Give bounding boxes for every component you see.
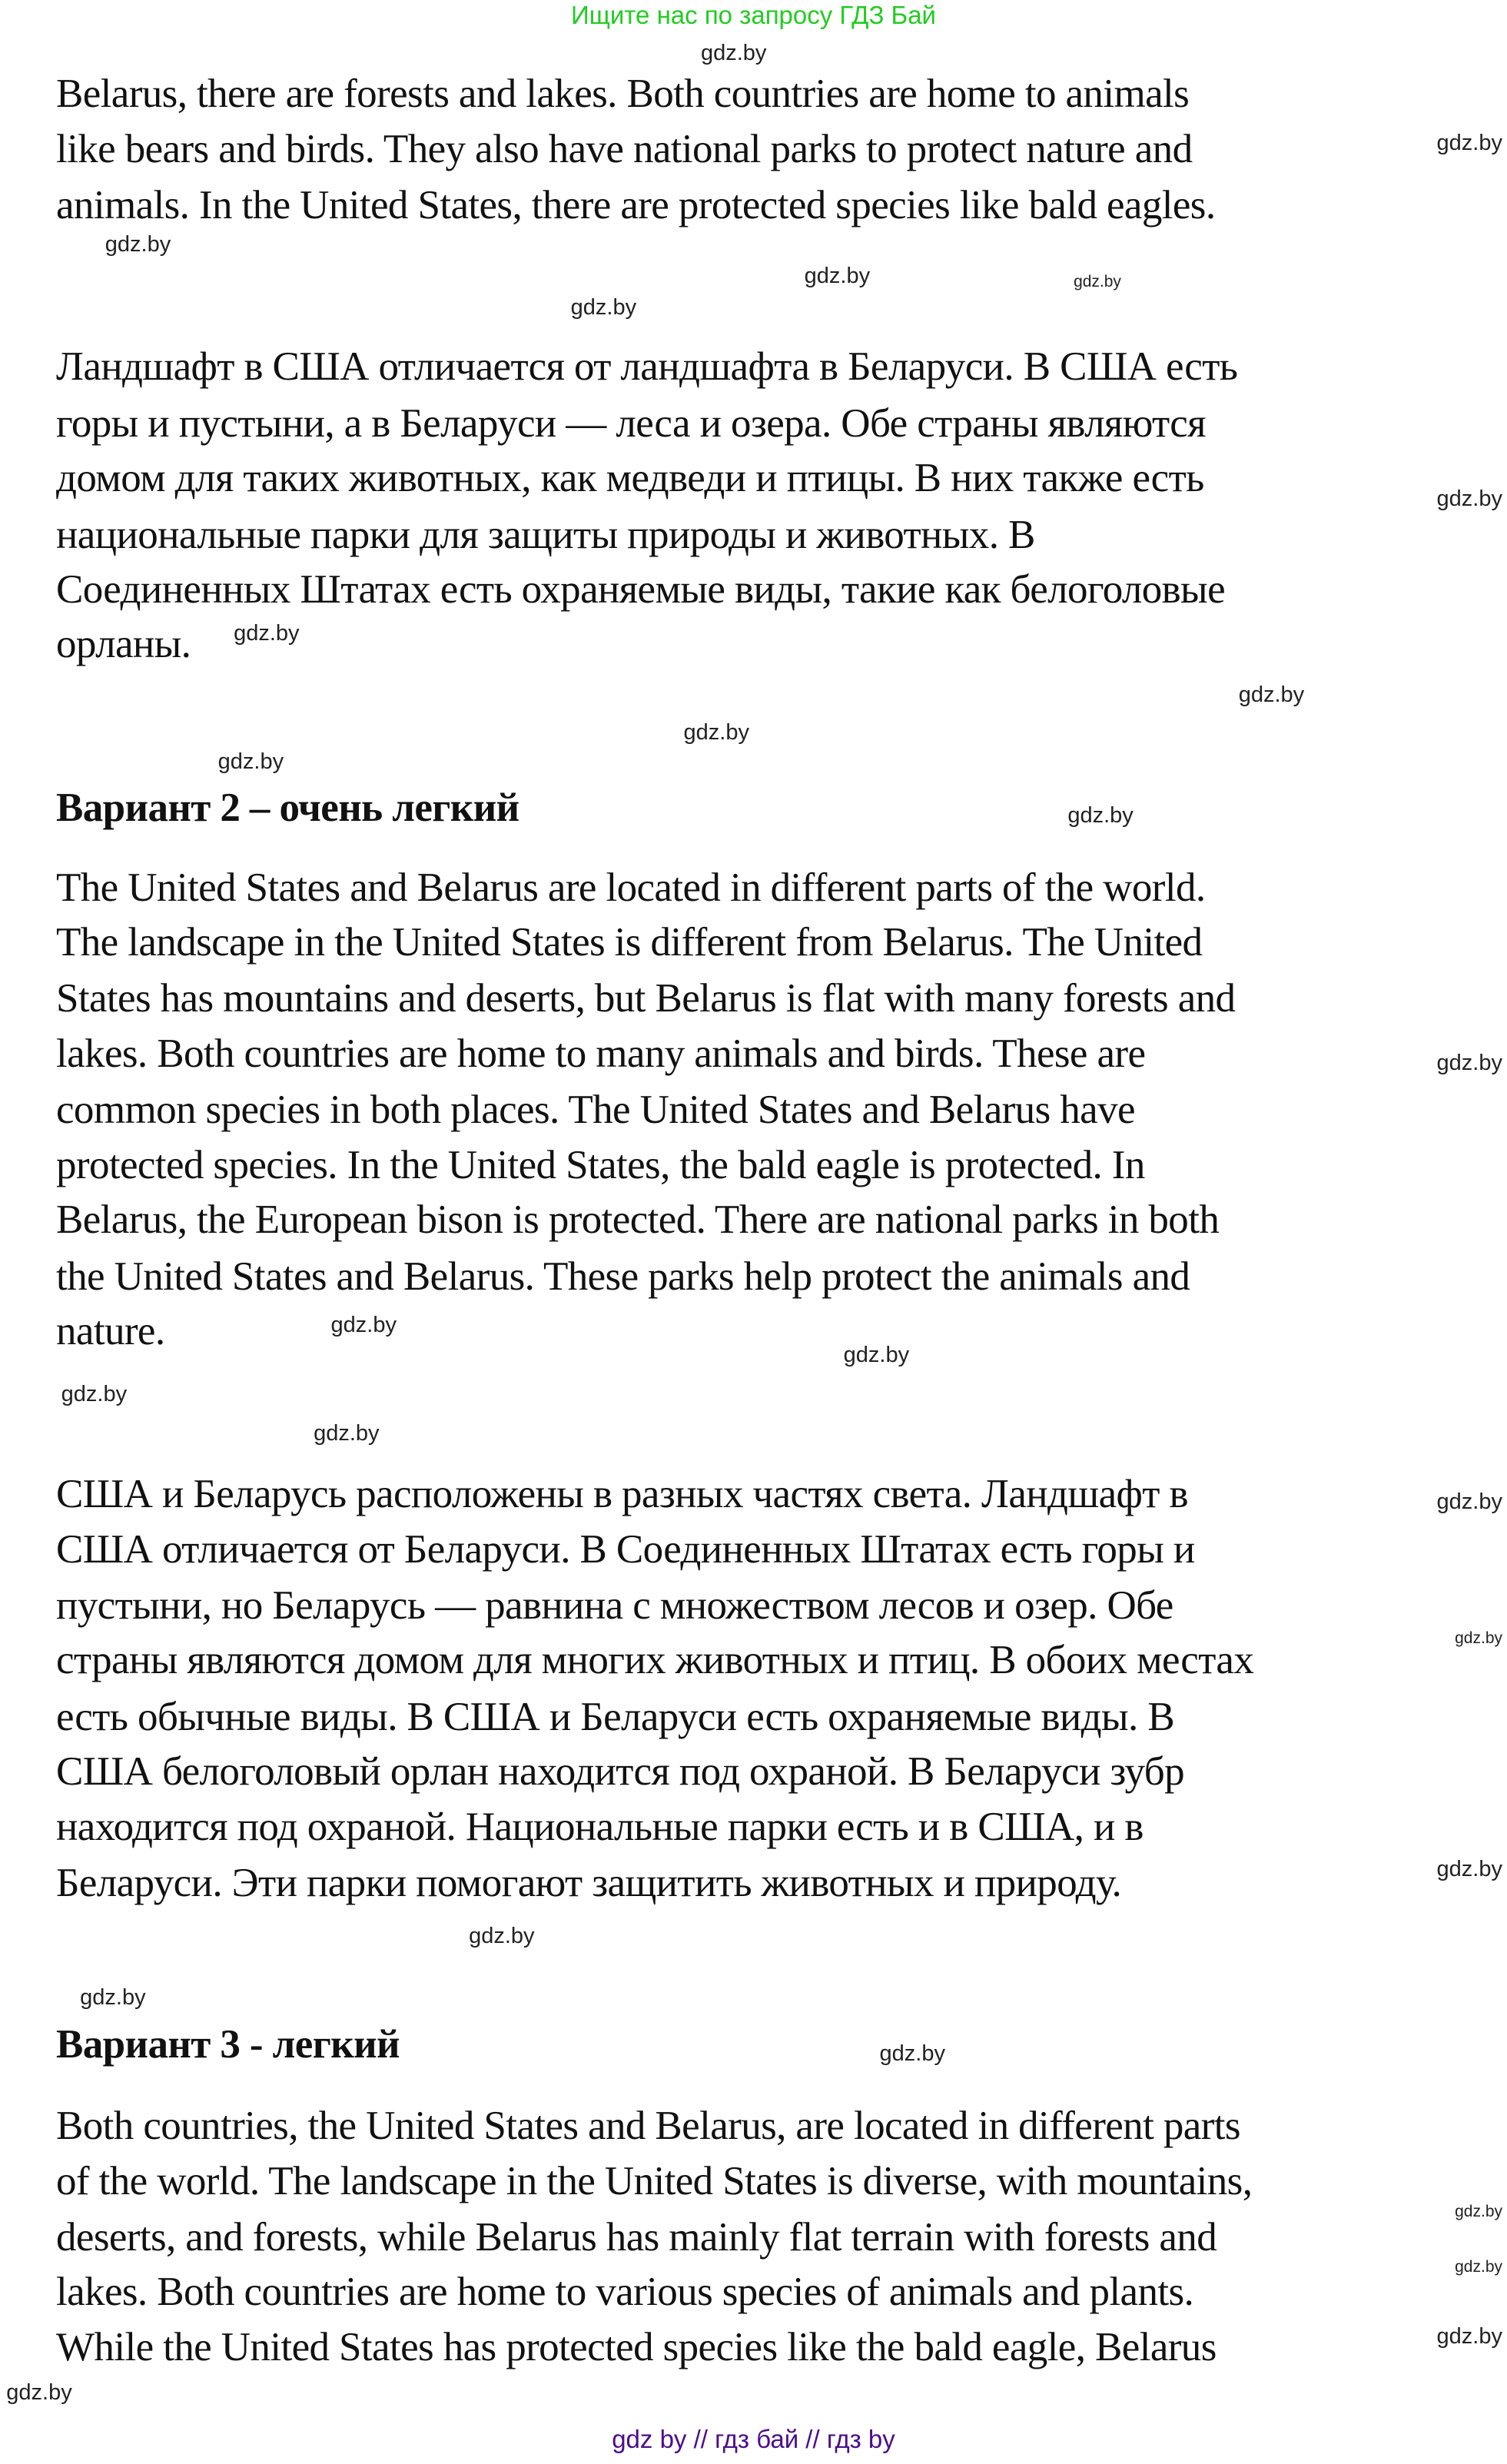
watermark: gdz.by bbox=[879, 2041, 945, 2067]
text-line: горы и пустыни, а в Беларуси — леса и озера. Обе страны являются bbox=[56, 400, 1206, 446]
watermark: gdz.by bbox=[80, 1984, 146, 2010]
text-line: Belarus, the European bison is protected. There are national parks in both bbox=[56, 1197, 1220, 1243]
watermark: gdz.by bbox=[1067, 802, 1134, 828]
text-line: The United States and Belarus are located in different parts of the world. bbox=[56, 865, 1206, 910]
text-line: США отличается от Беларуси. В Соединенных Штатах есть горы и bbox=[56, 1526, 1195, 1572]
text-line: орланы. bbox=[56, 622, 191, 667]
text-line: lakes. Both countries are home to many animals and birds. These are bbox=[56, 1031, 1146, 1076]
watermark: gdz.by bbox=[1455, 2257, 1502, 2276]
text-line: страны являются домом для многих животных и птиц. В обоих местах bbox=[56, 1638, 1254, 1683]
watermark: gdz.by bbox=[234, 621, 300, 646]
text-line: of the world. The landscape in the United States is diverse, with mountains, bbox=[56, 2158, 1253, 2203]
text-line: like bears and birds. They also have national parks to protect nature and bbox=[56, 126, 1193, 171]
text-line: США белоголовый орлан находится под охраной. В Беларуси зубр bbox=[56, 1749, 1185, 1795]
watermark: gdz.by bbox=[1436, 486, 1502, 511]
text-line: Both countries, the United States and Belarus, are located in different parts bbox=[56, 2104, 1240, 2149]
text-line: common species in both places. The United States and Belarus have bbox=[56, 1088, 1135, 1133]
text-line: the United States and Belarus. These parks help protect the animals and bbox=[56, 1254, 1190, 1299]
top-banner: Ищите нас по запросу ГДЗ Бай bbox=[571, 1, 936, 29]
watermark: gdz.by bbox=[1436, 2323, 1502, 2349]
watermark: gdz.by bbox=[804, 264, 871, 289]
section-heading: Вариант 3 - легкий bbox=[56, 2022, 400, 2067]
watermark: gdz.by bbox=[1436, 1489, 1502, 1515]
watermark: gdz.by bbox=[217, 749, 284, 775]
footer-links[interactable]: gdz by // гдз бай // гдз by bbox=[612, 2425, 895, 2453]
watermark: gdz.by bbox=[6, 2380, 72, 2406]
watermark: gdz.by bbox=[469, 1924, 535, 1949]
text-line: Belarus, there are forests and lakes. Both countries are home to animals bbox=[56, 71, 1190, 117]
watermark: gdz.by bbox=[843, 1342, 910, 1367]
watermark: gdz.by bbox=[1238, 682, 1305, 707]
text-line: While the United States has protected species like the bald eagle, Belarus bbox=[56, 2324, 1217, 2369]
watermark: gdz.by bbox=[330, 1312, 397, 1337]
text-line: States has mountains and deserts, but Belarus is flat with many forests and bbox=[56, 976, 1236, 1021]
text-line: protected species. In the United States, the bald eagle is protected. In bbox=[56, 1142, 1145, 1187]
watermark: gdz.by bbox=[1074, 273, 1121, 291]
text-line: animals. In the United States, there are protected species like bald eagles. bbox=[56, 183, 1216, 228]
text-line: nature. bbox=[56, 1308, 165, 1353]
text-line: Ландшафт в США отличается от ландшафта в Беларуси. В США есть bbox=[56, 344, 1238, 390]
text-line: США и Беларусь расположены в разных частях света. Ландшафт в bbox=[56, 1472, 1188, 1517]
watermark: gdz.by bbox=[1436, 1051, 1502, 1076]
watermark: gdz.by bbox=[314, 1420, 380, 1446]
text-line: The landscape in the United States is different from Belarus. The United bbox=[56, 920, 1203, 965]
text-line: есть обычные виды. В США и Беларуси есть охраняемые виды. В bbox=[56, 1694, 1175, 1739]
text-line: Беларуси. Эти парки помогают защитить животных и природу. bbox=[56, 1861, 1122, 1906]
watermark: gdz.by bbox=[1436, 130, 1502, 155]
watermark: gdz.by bbox=[105, 232, 171, 257]
watermark: gdz.by bbox=[1436, 1856, 1502, 1881]
text-line: lakes. Both countries are home to various species of animals and plants. bbox=[56, 2270, 1194, 2315]
text-line: Соединенных Штатах есть охраняемые виды, такие как белоголовые bbox=[56, 567, 1225, 613]
watermark: gdz.by bbox=[570, 294, 637, 320]
text-line: deserts, and forests, while Belarus has mainly flat terrain with forests and bbox=[56, 2215, 1217, 2260]
text-line: пустыни, но Беларусь — равнина с множеством лесов и озер. Обе bbox=[56, 1582, 1173, 1628]
watermark: gdz.by bbox=[1455, 2203, 1502, 2221]
text-line: домом для таких животных, как медведи и птицы. В них также есть bbox=[56, 456, 1204, 501]
watermark: gdz.by bbox=[683, 719, 749, 745]
watermark: gdz.by bbox=[700, 41, 767, 66]
text-line: национальные парки для защиты природы и животных. В bbox=[56, 512, 1035, 557]
watermark: gdz.by bbox=[1455, 1629, 1502, 1647]
text-line: находится под охраной. Национальные парки есть и в США, и в bbox=[56, 1804, 1144, 1849]
watermark: gdz.by bbox=[61, 1381, 128, 1406]
section-heading: Вариант 2 – очень легкий bbox=[56, 785, 519, 830]
